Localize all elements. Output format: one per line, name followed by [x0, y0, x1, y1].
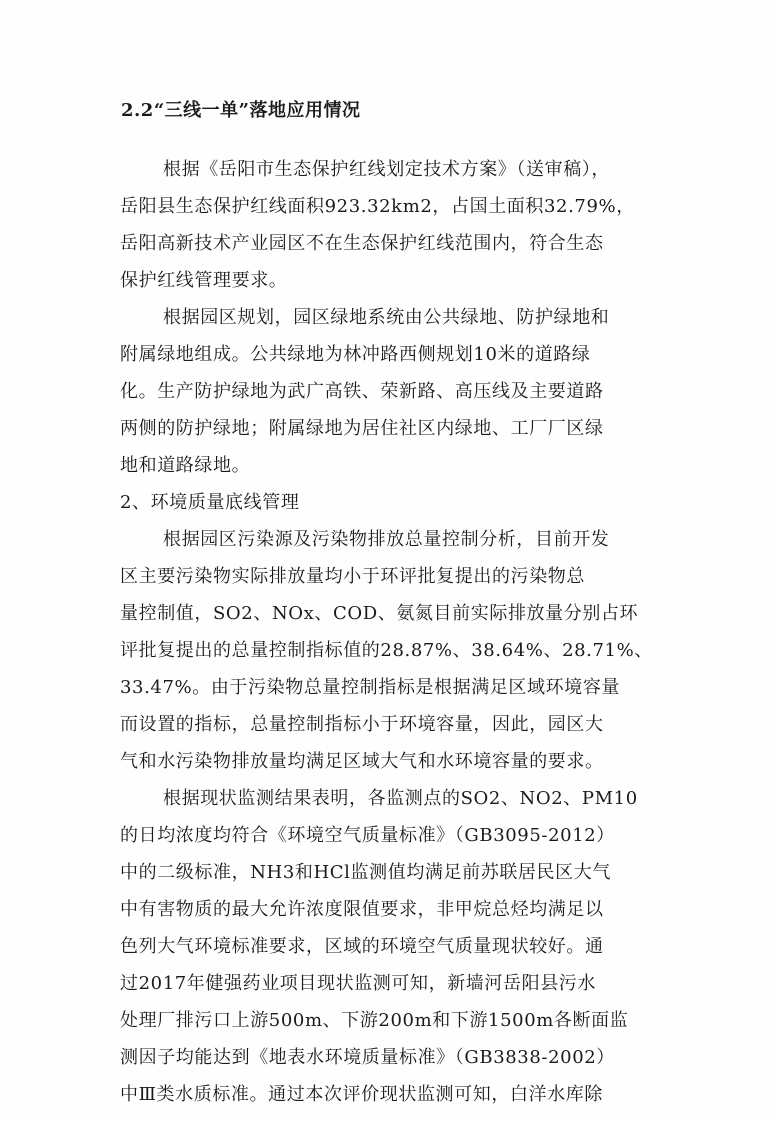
paragraph-line: 根据园区规划，园区绿地系统由公共绿地、防护绿地和	[163, 307, 610, 328]
section-heading: 2.2“三线一单”落地应用情况	[121, 100, 361, 121]
paragraph-line: 岳阳县生态保护红线面积923.32km2，占国土面积32.79%，	[120, 196, 635, 217]
paragraph-line: 处理厂排污口上游500m、下游200m和下游1500m各断面监	[120, 1010, 629, 1031]
paragraph-line: 量控制值，SO2、NOx、COD、氨氮目前实际排放量分别占环	[120, 603, 639, 624]
paragraph-line: 根据园区污染源及污染物排放总量控制分析，目前开发	[163, 529, 610, 550]
paragraph-line: 区主要污染物实际排放量均小于环评批复提出的污染物总	[120, 566, 585, 587]
paragraph-line: 色列大气环境标准要求，区域的环境空气质量现状较好。通	[120, 936, 604, 957]
paragraph-line: 测因子均能达到《地表水环境质量标准》（GB3838-2002）	[120, 1047, 615, 1068]
paragraph-line: 而设置的指标，总量控制指标小于环境容量，因此，园区大	[120, 714, 604, 735]
subsection-heading: 2、环境质量底线管理	[120, 492, 300, 513]
paragraph-line: 气和水污染物排放量均满足区域大气和水环境容量的要求。	[120, 751, 604, 772]
paragraph-line: 中有害物质的最大允许浓度限值要求，非甲烷总烃均满足以	[120, 899, 604, 920]
paragraph-line: 保护红线管理要求。	[120, 270, 288, 291]
paragraph-line: 两侧的防护绿地；附属绿地为居住社区内绿地、工厂厂区绿	[120, 418, 604, 439]
paragraph-line: 的日均浓度均符合《环境空气质量标准》（GB3095-2012）	[120, 825, 615, 846]
paragraph-line: 岳阳高新技术产业园区不在生态保护红线范围内，符合生态	[120, 233, 604, 254]
paragraph-line: 根据现状监测结果表明，各监测点的SO2、NO2、PM10	[163, 788, 638, 809]
paragraph-line: 根据《岳阳市生态保护红线划定技术方案》（送审稿），	[163, 159, 610, 180]
paragraph-line: 过2017年健强药业项目现状监测可知，新墙河岳阳县污水	[120, 973, 597, 994]
paragraph-line: 中Ⅲ类水质标准。通过本次评价现状监测可知，白洋水库除	[120, 1084, 603, 1105]
paragraph-line: 化。生产防护绿地为武广高铁、荣新路、高压线及主要道路	[120, 381, 604, 402]
paragraph-line: 地和道路绿地。	[120, 455, 251, 476]
paragraph-line: 33.47%。由于污染物总量控制指标是根据满足区域环境容量	[120, 677, 621, 698]
paragraph-line: 附属绿地组成。公共绿地为林冲路西侧规划10米的道路绿	[120, 344, 591, 365]
paragraph-line: 评批复提出的总量控制指标值的28.87%、38.64%、28.71%、	[120, 640, 653, 661]
paragraph-line: 中的二级标准，NH3和HCl监测值均满足前苏联居民区大气	[120, 862, 611, 883]
